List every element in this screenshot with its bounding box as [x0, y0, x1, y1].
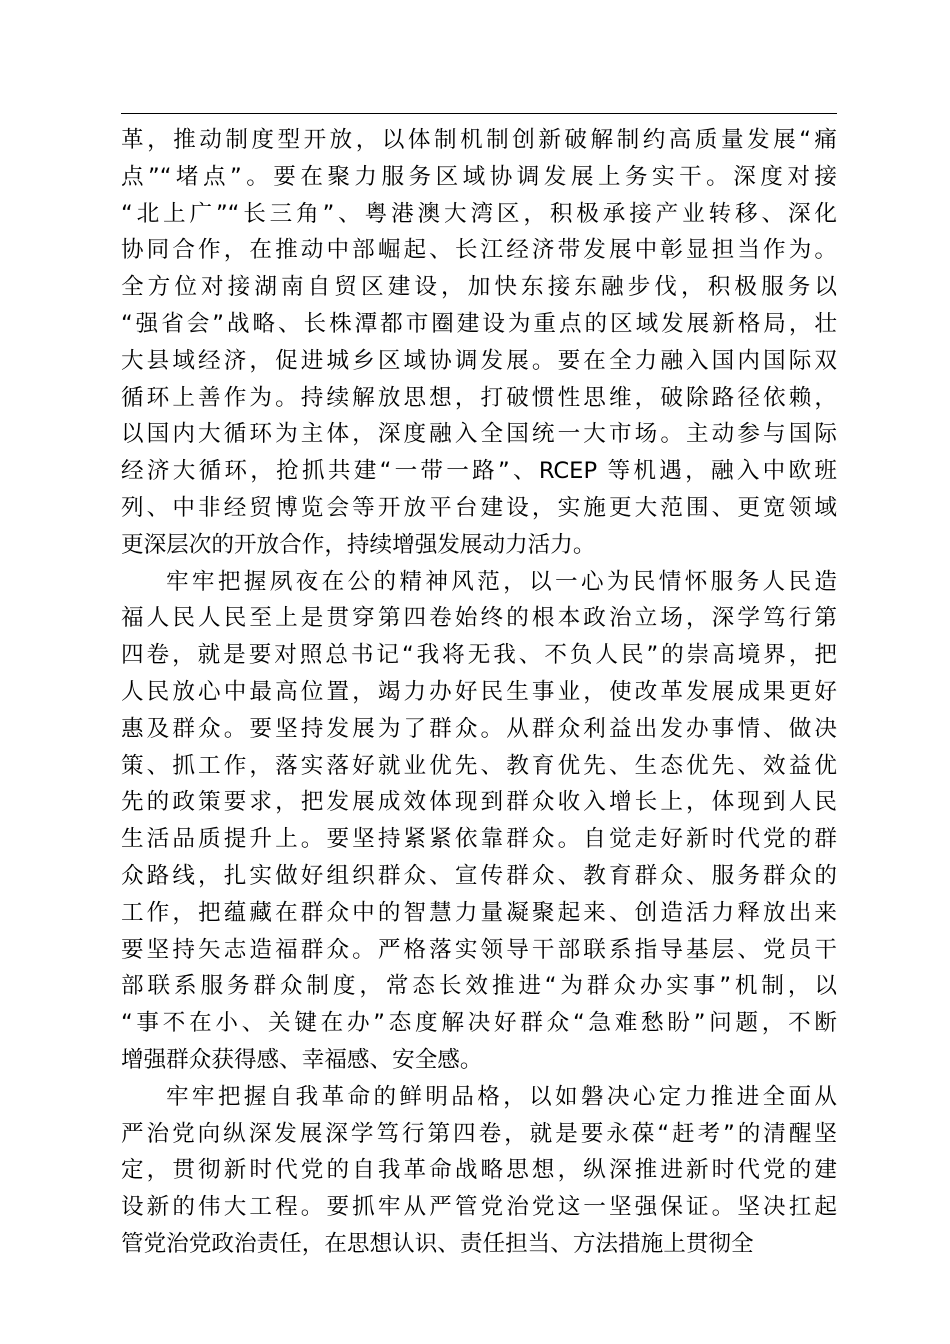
text-line: “事不在小、关键在办”态度解决好群众“急难愁盼”问题，不断	[121, 1010, 837, 1037]
text-line: 增强群众获得感、幸福感、安全感。	[121, 1046, 483, 1073]
text-line: “强省会”战略、长株潭都市圈建设为重点的区域发展新格局，壮	[121, 310, 837, 337]
text-line: 经济大循环，抢抓共建“一带一路”、RCEP 等机遇，融入中欧班	[121, 458, 837, 485]
header-rule	[121, 113, 837, 114]
text-line: 全方位对接湖南自贸区建设，加快东接东融步伐，积极服务以	[121, 274, 837, 301]
text-line: 严治党向纵深发展深学笃行第四卷，就是要永葆“赶考”的清醒坚	[121, 1120, 837, 1147]
text-line: 部联系服务群众制度，常态长效推进“为群众办实事”机制，以	[121, 973, 837, 1000]
text-line: 革，推动制度型开放，以体制机制创新破解制约高质量发展“痛	[121, 127, 837, 153]
paragraph	[121, 1079, 837, 1263]
text-line: 点”“堵点”。要在聚力服务区域协调发展上务实干。深度对接	[121, 163, 837, 190]
text-line: 众路线，扎实做好组织群众、宣传群众、教育群众、服务群众的	[121, 862, 837, 889]
text-line: 循环上善作为。持续解放思想，打破惯性思维，破除路径依赖，	[121, 384, 837, 411]
text-line: 更深层次的开放合作，持续增强发展动力活力。	[121, 531, 596, 558]
paragraph	[121, 564, 837, 1079]
text-line: 策、抓工作，落实落好就业优先、教育优先、生态优先、效益优	[121, 752, 837, 779]
text-line: 要坚持矢志造福群众。严格落实领导干部联系指导基层、党员干	[121, 936, 837, 963]
text-line: 定，贯彻新时代党的自我革命战略思想，纵深推进新时代党的建	[121, 1157, 837, 1184]
text-line: 生活品质提升上。要坚持紧紧依靠群众。自觉走好新时代党的群	[121, 826, 837, 853]
text-line: 四卷，就是要对照总书记“我将无我、不负人民”的崇高境界，把	[121, 642, 837, 669]
text-line: 设新的伟大工程。要抓牢从严管党治党这一坚强保证。坚决扛起	[121, 1194, 837, 1221]
text-line: 以国内大循环为主体，深度融入全国统一大市场。主动参与国际	[121, 421, 837, 448]
text-line: 工作，把蕴藏在群众中的智慧力量凝聚起来、创造活力释放出来	[121, 899, 837, 926]
paragraph	[121, 122, 837, 564]
text-line: 管党治党政治责任，在思想认识、责任担当、方法措施上贯彻全	[121, 1230, 754, 1257]
text-line: 惠及群众。要坚持发展为了群众。从群众利益出发办事情、做决	[121, 715, 837, 742]
text-line: 牢牢把握夙夜在公的精神风范，以一心为民情怀服务人民造	[166, 568, 837, 595]
text-line: “北上广”“长三角”、粤港澳大湾区，积极承接产业转移、深化	[121, 200, 837, 227]
text-line: 福人民人民至上是贯穿第四卷始终的根本政治立场，深学笃行第	[121, 605, 837, 632]
text-line: 先的政策要求，把发展成效体现到群众收入增长上，体现到人民	[121, 789, 837, 816]
text-line: 人民放心中最高位置，竭力办好民生事业，使改革发展成果更好	[121, 678, 837, 705]
text-line: 协同合作，在推动中部崛起、长江经济带发展中彰显担当作为。	[121, 237, 837, 264]
text-line: 牢牢把握自我革命的鲜明品格，以如磐决心定力推进全面从	[166, 1083, 837, 1110]
text-line: 大县域经济，促进城乡区域协调发展。要在全力融入国内国际双	[121, 347, 837, 374]
text-line: 列、中非经贸博览会等开放平台建设，实施更大范围、更宽领域	[121, 494, 837, 521]
body-text	[121, 122, 837, 1263]
